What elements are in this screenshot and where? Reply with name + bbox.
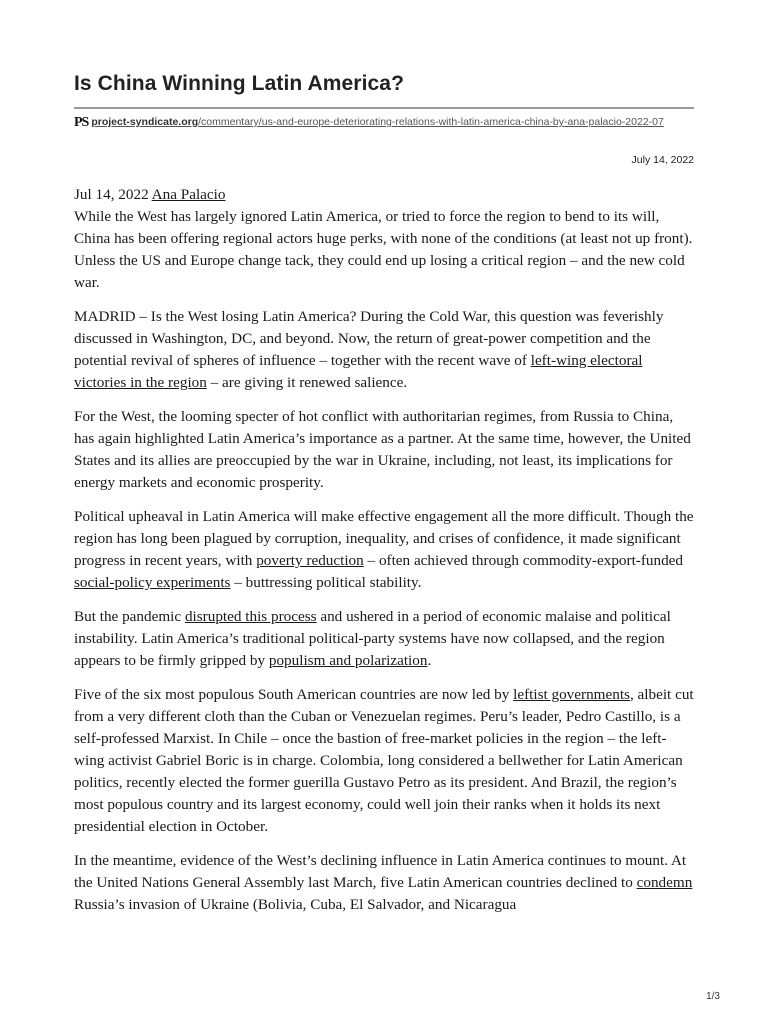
- article-title: Is China Winning Latin America?: [74, 72, 404, 95]
- byline-date: Jul 14, 2022: [74, 186, 149, 203]
- byline: [74, 184, 694, 206]
- article-lede: While the West has largely ignored Latin America, or tried to force the region to bend to its will, China has been offering regional actors huge perks, with none of the conditions (at least not up front). Unless the US and Europe change tack, they could end up losing a critical region – and the new cold war.: [74, 208, 693, 291]
- p3-text-b: – often achieved through commodity-export-funded: [363, 552, 684, 569]
- source-domain: project-syndicate.org: [91, 116, 199, 128]
- link-leftist-governments[interactable]: leftist governments: [513, 686, 630, 703]
- link-social-policy-experiments[interactable]: social-policy experiments: [74, 574, 231, 591]
- paragraph-6: [74, 850, 694, 916]
- article-body: [74, 184, 694, 928]
- title-divider: [74, 107, 694, 109]
- p4-text-a: But the pandemic: [74, 608, 185, 625]
- paragraph-1: [74, 306, 694, 394]
- print-date: July 14, 2022: [631, 154, 694, 166]
- p1-text-b: – are giving it renewed salience.: [206, 374, 408, 391]
- paragraph-4: [74, 606, 694, 672]
- p5-text-a: Five of the six most populous South American countries are now led by: [74, 686, 514, 703]
- author-link[interactable]: Ana Palacio: [151, 186, 226, 203]
- p4-text-b: and ushered in a period of economic malaise and political instability. Latin America’s traditional political-party systems have now collapsed, and the region appears to be firmly gripped by: [74, 608, 671, 669]
- p6-text-a: In the meantime, evidence of the West’s declining influence in Latin America continues to mount. At the United Nations General Assembly last March, five Latin American countries declined to: [74, 852, 687, 891]
- p4-text-c: .: [427, 652, 432, 669]
- project-syndicate-logo-icon: PS: [74, 115, 89, 130]
- source-path: /commentary/us-and-europe-deteriorating-relations-with-latin-america-china-by-ana-palacio-2022-07: [198, 116, 664, 128]
- p1-text-a: MADRID – Is the West losing Latin America? During the Cold War, this question was feverishly discussed in Washington, DC, and beyond. Now, the return of great-power competition and the potential revival of spheres of influence – together with the recent wave of: [74, 308, 664, 369]
- link-condemn[interactable]: condemn: [636, 874, 693, 891]
- paragraph-5: [74, 684, 694, 838]
- link-populism-and-polarization[interactable]: populism and polarization: [268, 652, 428, 669]
- link-poverty-reduction[interactable]: poverty reduction: [256, 552, 364, 569]
- paragraph-3: [74, 506, 694, 594]
- p3-text-a: Political upheaval in Latin America will make effective engagement all the more difficult. Though the region has long been plagued by corruption, inequality, and crises of confidence, it made significant progress in recent years, with: [74, 508, 694, 569]
- p5-text-b: , albeit cut from a very different cloth than the Cuban or Venezuelan regimes. Peru’s leader, Pedro Castillo, is a self-professed Marxist. In Chile – once the bastion of free-market policies in the region – the left-wing activist Gabriel Boric is in charge. Colombia, long considered a bellwether for Latin American politics, recently elected the former guerilla Gustavo Petro as its president. And Brazil, the region’s most populous country and its largest economy, could well join their ranks when it holds its next presidential election in October.: [74, 686, 694, 835]
- link-disrupted-this-process[interactable]: disrupted this process: [184, 608, 317, 625]
- p3-text-c: – buttressing political stability.: [230, 574, 422, 591]
- link-left-wing-victories[interactable]: left-wing electoral victories in the region: [74, 352, 643, 391]
- source-url-link[interactable]: [91, 116, 664, 128]
- paragraph-2: For the West, the looming specter of hot conflict with authoritarian regimes, from Russia to China, has again highlighted Latin America’s importance as a partner. At the same time, however, the United States and its allies are preoccupied by the war in Ukraine, including, not least, its implications for energy markets and economic prosperity.: [74, 408, 691, 491]
- source-line: [74, 115, 674, 130]
- page-number: 1/3: [706, 991, 720, 1002]
- p6-text-b: Russia’s invasion of Ukraine (Bolivia, Cuba, El Salvador, and Nicaragua: [74, 896, 517, 913]
